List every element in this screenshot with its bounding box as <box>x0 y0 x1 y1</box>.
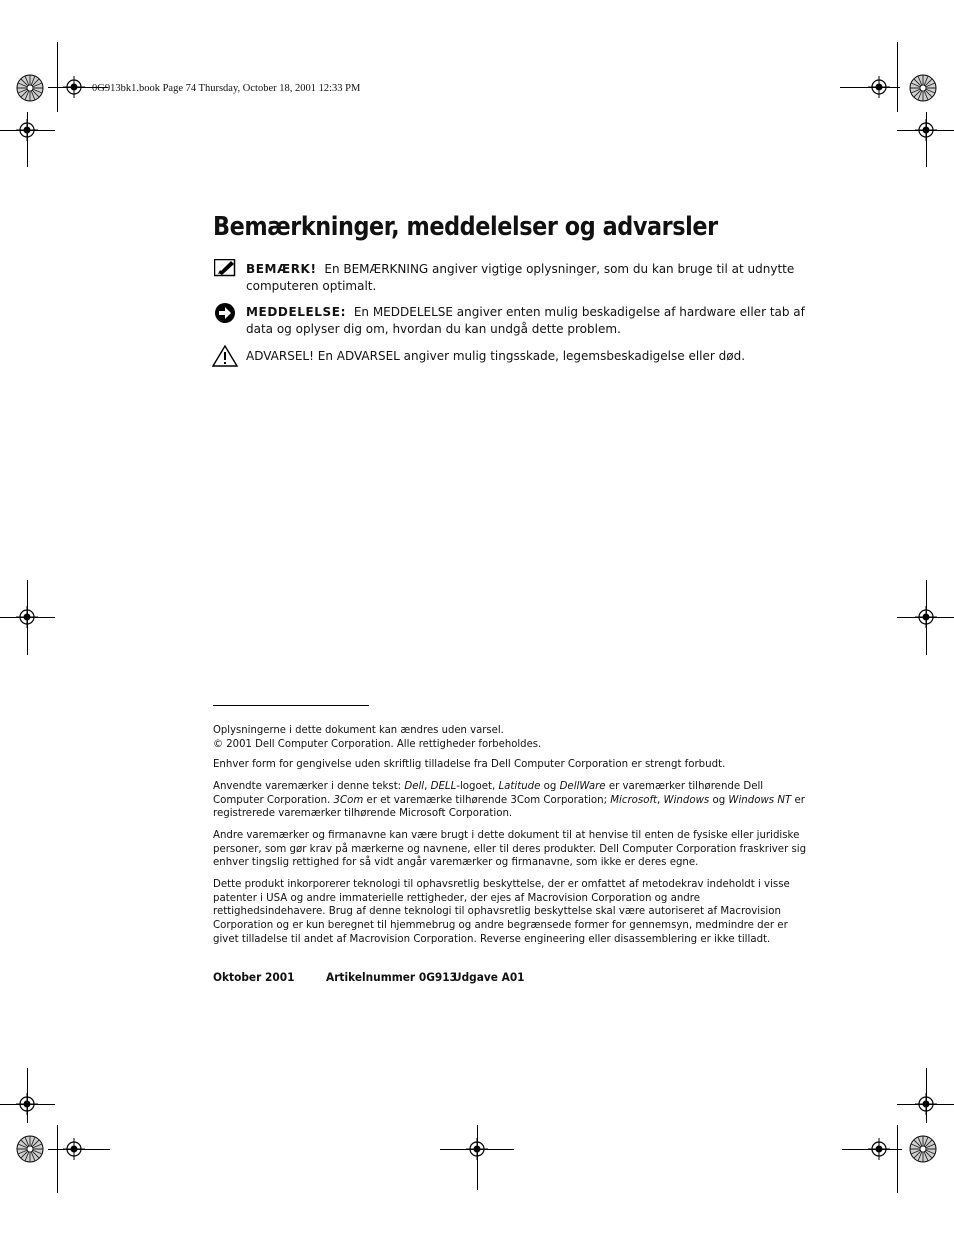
pencil-note-icon <box>214 259 236 277</box>
trademarks-text: , <box>657 794 664 806</box>
legal-change-notice: Oplysningerne i dette dokument kan ændres uden varsel. <box>213 724 504 736</box>
footer-part-number: Artikelnummer 0G913 <box>326 970 457 984</box>
trademark-dell-logo: DELL <box>430 781 457 792</box>
legal-trademarks <box>213 780 813 821</box>
notice-warning-text: En ADVARSEL angiver mulig tingsskade, legemsbeskadigelse eller død. <box>317 349 746 363</box>
warning-triangle-icon <box>212 345 238 367</box>
notice-note <box>246 261 806 295</box>
notice-warning-label: ADVARSEL! <box>246 349 314 363</box>
trademark-dellware: DellWare <box>559 781 606 792</box>
footnote-divider <box>213 705 369 706</box>
crosshair-mark-icon <box>63 76 85 98</box>
starburst-mark-icon <box>17 75 43 101</box>
trademarks-text: , <box>424 781 431 792</box>
document-footer <box>213 970 613 986</box>
notice-notice <box>246 304 806 338</box>
trademark-windows: Windows <box>663 794 710 806</box>
notice-notice-text: En MEDDELELSE angiver enten mulig beskadigelse af hardware eller tab af data og oplyser dig om, hvordan du kan undgå dette problem. <box>246 305 805 336</box>
crosshair-mark-icon <box>868 1138 890 1160</box>
trademark-dell: Dell <box>404 781 425 792</box>
crosshair-mark-icon <box>16 606 38 628</box>
trademark-latitude: Latitude <box>498 781 541 792</box>
legal-copyright: © 2001 Dell Computer Corporation. Alle rettigheder forbeholdes. <box>213 738 542 750</box>
trademarks-text: er varemærker tilhørende Dell Computer Corporation. <box>213 781 764 806</box>
trademark-microsoft: Microsoft <box>610 794 658 806</box>
footer-edition: Udgave A01 <box>453 970 525 984</box>
notice-warning <box>246 348 806 365</box>
trademarks-text: -logoet, <box>456 781 499 792</box>
trademark-3com: 3Com <box>333 794 364 806</box>
crosshair-mark-icon <box>915 1093 937 1115</box>
page-header-stamp: 0G913bk1.book Page 74 Thursday, October 18, 2001 12:33 PM <box>92 83 361 94</box>
arrow-circle-icon <box>214 302 236 324</box>
starburst-mark-icon <box>17 1136 43 1162</box>
trademarks-text: og <box>540 781 560 792</box>
footer-date: Oktober 2001 <box>213 970 295 984</box>
notice-note-text: En BEMÆRKNING angiver vigtige oplysninger, som du kan bruge til at udnytte computeren optimalt. <box>246 262 795 293</box>
crosshair-mark-icon <box>16 119 38 141</box>
notice-note-label: BEMÆRK! <box>246 262 317 276</box>
trademarks-text: Anvendte varemærker i denne tekst: <box>213 781 405 792</box>
starburst-mark-icon <box>910 75 936 101</box>
crosshair-mark-icon <box>915 119 937 141</box>
notice-notice-label: MEDDELELSE: <box>246 305 346 319</box>
legal-other-trademarks: Andre varemærker og firmanavne kan være brugt i dette dokument til at henvise til enten de fysiske eller juridiske personer, som gør krav på mærkerne og navnene, eller til deres produkter. Dell Computer Corporation fraskriver sig enhver tingslig rettighed for så vidt angår varemærker og firmanavne, som ikke er deres egne. <box>213 830 807 869</box>
trademarks-text: er registrerede varemærker tilhørende Microsoft Corporation. <box>213 794 805 820</box>
crosshair-mark-icon <box>915 606 937 628</box>
crosshair-mark-icon <box>868 76 890 98</box>
trademarks-text: og <box>709 794 729 806</box>
legal-reproduction: Enhver form for gengivelse uden skriftlig tilladelse fra Dell Computer Corporation er strengt forbudt. <box>213 759 726 770</box>
starburst-mark-icon <box>910 1136 936 1162</box>
crosshair-mark-icon <box>466 1138 488 1160</box>
crosshair-mark-icon <box>63 1138 85 1160</box>
legal-macrovision: Dette produkt inkorporerer teknologi til ophavsretlig beskyttelse, der er omfattet af metodekrav indeholdt i visse patenter i USA og andre immaterielle rettigheder, der ejes af Macrovision Corporation og andre rettighedsindehavere. Brug af denne teknologi til ophavsretlig beskyttelse skal være autoriseret af Macrovision Corporation og er kun beregnet til hjemmebrug og andre begrænsede former for gennemsyn, medmindre der er givet tilladelse til andet af Macrovision Corporation. Reverse engineering eller disassemblering er ikke tilladt. <box>213 879 790 945</box>
page-title: Bemærkninger, meddelelser og advarsler <box>213 212 718 242</box>
trademarks-text: er et varemærke tilhørende 3Com Corporation; <box>363 794 611 806</box>
trademark-windows-nt: Windows NT <box>728 794 792 806</box>
crosshair-mark-icon <box>16 1093 38 1115</box>
